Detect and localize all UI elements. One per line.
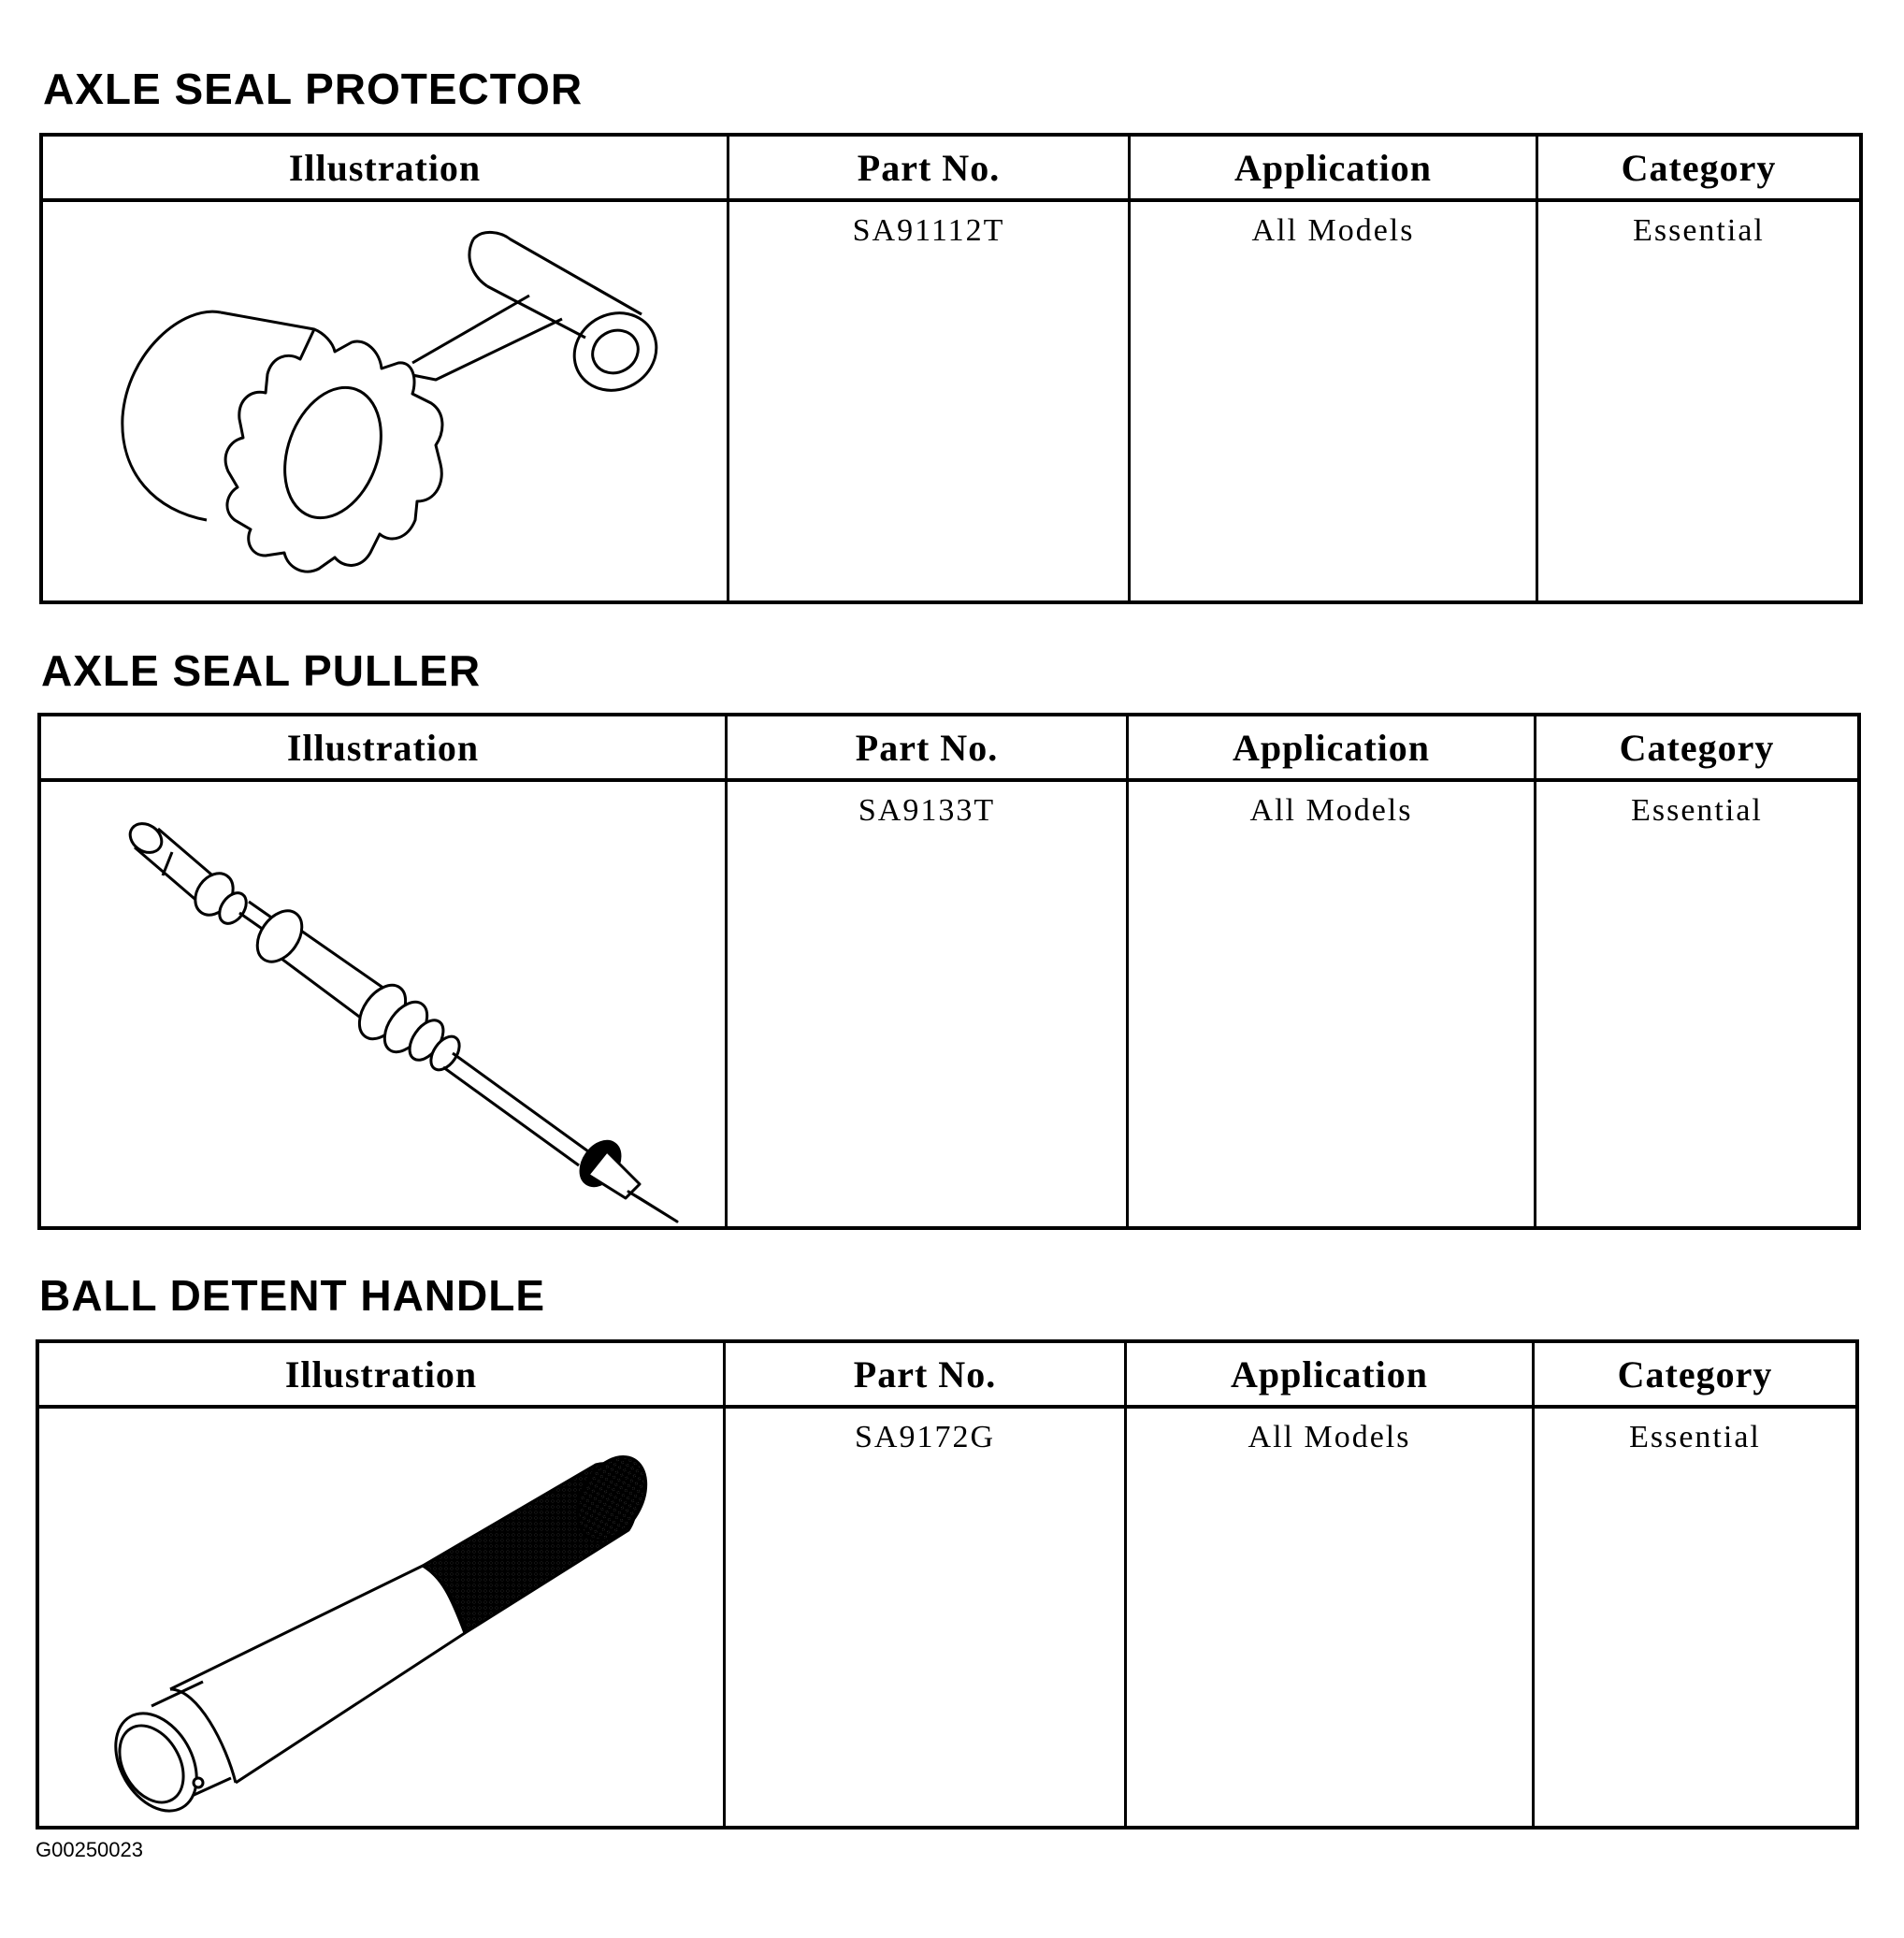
application-cell: All Models (1129, 782, 1536, 1226)
section-title-axle-seal-puller: AXLE SEAL PULLER (41, 646, 482, 695)
application-cell: All Models (1127, 1409, 1535, 1826)
category-cell: Essential (1629, 1420, 1761, 1454)
header-category: Category (1617, 1352, 1773, 1396)
category-cell: Essential (1631, 793, 1763, 828)
application-cell: All Models (1131, 202, 1538, 600)
section-title-ball-detent-handle: BALL DETENT HANDLE (39, 1271, 546, 1320)
table-row (41, 782, 1857, 1226)
header-category: Category (1621, 146, 1777, 189)
illustration-cell (41, 782, 728, 1226)
header-application: Application (1127, 1343, 1535, 1405)
header-illustration: Illustration (41, 716, 728, 778)
header-illustration: Illustration (43, 137, 729, 198)
section-title-axle-seal-protector: AXLE SEAL PROTECTOR (43, 65, 584, 113)
header-part-no: Part No. (728, 716, 1129, 778)
illustration-cell (43, 202, 729, 600)
tool-table-axle-seal-puller (37, 713, 1861, 1230)
axle-seal-protector-icon (43, 202, 729, 604)
tool-table-axle-seal-protector (39, 133, 1863, 604)
axle-seal-puller-icon (41, 782, 728, 1231)
header-illustration: Illustration (39, 1343, 726, 1405)
table-header (39, 1343, 1855, 1409)
part-no-cell: SA9133T (728, 782, 1129, 1226)
table-header (43, 137, 1859, 202)
part-no-cell: SA91112T (729, 202, 1131, 600)
header-application: Application (1129, 716, 1536, 778)
ball-detent-handle-icon (39, 1409, 726, 1830)
illustration-cell (39, 1409, 726, 1826)
table-row (39, 1409, 1855, 1826)
tool-table-ball-detent-handle (36, 1339, 1859, 1830)
header-part-no: Part No. (729, 137, 1131, 198)
header-part-no: Part No. (726, 1343, 1127, 1405)
header-application: Application (1131, 137, 1538, 198)
part-no-cell: SA9172G (726, 1409, 1127, 1826)
figure-id: G00250023 (36, 1838, 143, 1861)
header-category: Category (1619, 726, 1775, 769)
table-header (41, 716, 1857, 782)
category-cell: Essential (1633, 213, 1765, 248)
table-row (43, 202, 1859, 600)
